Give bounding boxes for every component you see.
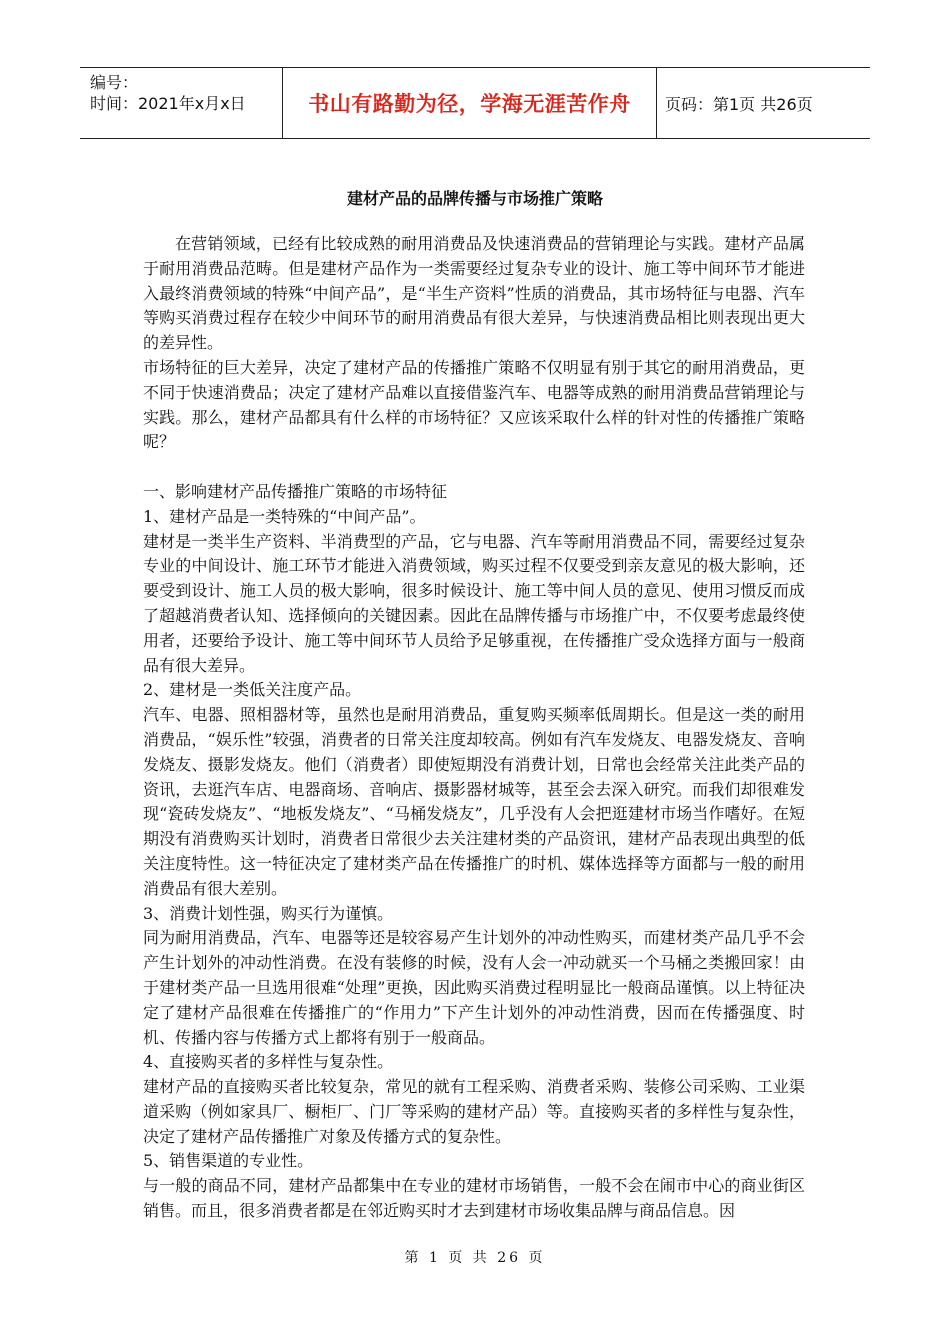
subsection-heading: 3、消费计划性强，购买行为谨慎。 <box>143 903 394 923</box>
paragraph: 与一般的商品不同，建材产品都集中在专业的建材市场销售，一般不会在闹市中心的商业街区销售。而且，很多消费者都是在邻近购买时才去到建材市场收集品牌与商品信息。因 <box>143 1176 805 1221</box>
blank-line <box>143 455 805 480</box>
document-body <box>143 232 805 1224</box>
header-meta <box>80 68 283 138</box>
paragraph: 同为耐用消费品，汽车、电器等还是较容易产生计划外的冲动性购买，而建材类产品几乎不会产生计划外的冲动性消费。在没有装修的时候，没有人会一冲动就买一个马桶之类搬回家！由于建材类产品一旦选用很难“处理”更换，因此购买消费过程明显比一般商品谨慎。以上特征决定了建材产品很难在传播推广的“作用力”下产生计划外的冲动性消费，因而在传播强度、时机、传播内容与传播方式上都将有别于一般商品。 <box>143 928 805 1047</box>
page-footer: 第 1 页 共 26 页 <box>404 1250 546 1266</box>
header-page-number: 页码：第1页 共26页 <box>665 94 813 114</box>
subsection-heading: 5、销售渠道的专业性。 <box>143 1151 314 1171</box>
subsection-heading: 1、建材产品是一类特殊的“中间产品”。 <box>143 506 426 526</box>
paragraph: 建材产品的直接购买者比较复杂，常见的就有工程采购、消费者采购、装修公司采购、工业渠道采购（例如家具厂、橱柜厂、门厂等采购的建材产品）等。直接购买者的多样性与复杂性，决定了建材产品传播推广对象及传播方式的复杂性。 <box>143 1077 805 1146</box>
paragraph: 建材是一类半生产资料、半消费型的产品，它与电器、汽车等耐用消费品不同，需要经过复杂专业的中间设计、施工环节才能进入消费领域，购买过程不仅要受到亲友意见的极大影响，还要受到设计、施工人员的极大影响，很多时候设计、施工等中间人员的意见、使用习惯反而成了超越消费者认知、选择倾向的关键因素。因此在品牌传播与市场推广中，不仅要考虑最终使用者，还要给予设计、施工等中间环节人员给予足够重视，在传播推广受众选择方面与一般商品有很大差异。 <box>143 531 805 675</box>
paragraph: 在营销领域，已经有比较成熟的耐用消费品及快速消费品的营销理论与实践。建材产品属于耐用消费品范畴。但是建材产品作为一类需要经过复杂专业的设计、施工等中间环节才能进入最终消费领域的特殊“中间产品”，是“半生产资料”性质的消费品，其市场特征与电器、汽车等购买消费过程存在较少中间环节的耐用消费品有很大差异，与快速消费品相比则表现出更大的差异性。 <box>143 234 805 353</box>
subsection-heading: 2、建材是一类低关注度产品。 <box>143 680 362 700</box>
subsection-heading: 4、直接购买者的多样性与复杂性。 <box>143 1052 394 1072</box>
section-heading: 一、影响建材产品传播推广策略的市场特征 <box>143 481 448 501</box>
document-time-label: 时间：2021年x月x日 <box>90 94 246 113</box>
header-motto: 书山有路勤为径，学海无涯苦作舟 <box>308 92 631 116</box>
header-motto-cell <box>283 68 657 138</box>
page-header <box>80 67 870 139</box>
document-number-label: 编号： <box>90 73 139 92</box>
document-title: 建材产品的品牌传播与市场推广策略 <box>346 189 603 208</box>
paragraph: 市场特征的巨大差异，决定了建材产品的传播推广策略不仅明显有别于其它的耐用消费品，更不同于快速消费品；决定了建材产品难以直接借鉴汽车、电器等成熟的耐用消费品营销理论与实践。那么，建材产品都具有什么样的市场特征？又应该采取什么样的针对性的传播推广策略呢？ <box>143 357 805 452</box>
paragraph: 汽车、电器、照相器材等，虽然也是耐用消费品，重复购买频率低周期长。但是这一类的耐用消费品，“娱乐性”较强，消费者的日常关注度却较高。例如有汽车发烧友、电器发烧友、音响发烧友、摄影发烧友。他们（消费者）即使短期没有消费计划，日常也会经常关注此类产品的资讯，去逛汽车店、电器商场、音响店、摄影器材城等，甚至会去深入研究。而我们却很难发现“瓷砖发烧友”、“地板发烧友”、“马桶发烧友”，几乎没有人会把逛建材市场当作嗜好。在短期没有消费购买计划时，消费者日常很少去关注建材类的产品资讯，建材产品表现出典型的低关注度特性。这一特征决定了建材类产品在传播推广的时机、媒体选择等方面都与一般的耐用消费品有很大差别。 <box>143 705 805 898</box>
header-page-cell <box>657 68 870 138</box>
